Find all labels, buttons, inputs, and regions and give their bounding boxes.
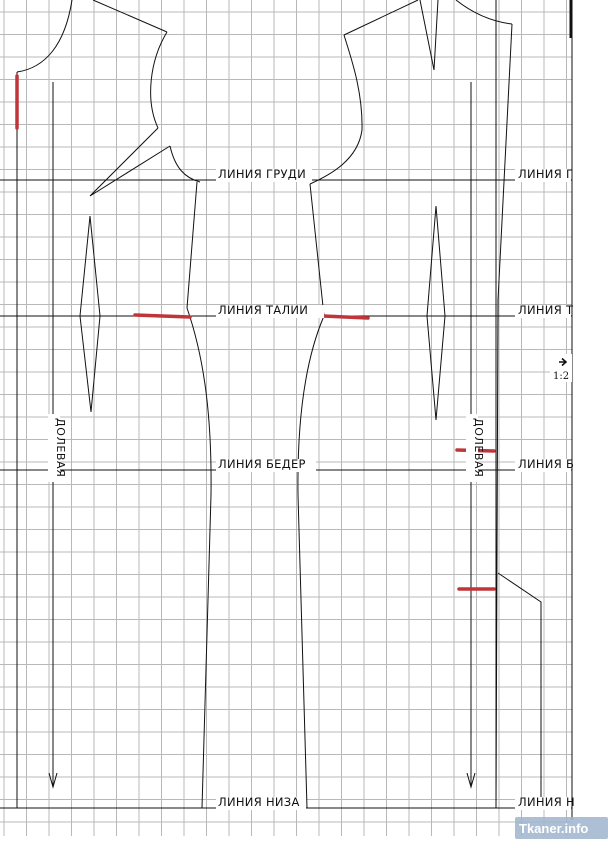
- red-mark-waist-front: [323, 316, 368, 318]
- scale-label: 1:2: [553, 371, 570, 382]
- front-waist-dart: [427, 206, 445, 420]
- front-slit: [498, 573, 541, 808]
- bust-line-label-cut: ЛИНИЯ Г: [518, 167, 574, 181]
- back-shoulder-dart: [90, 128, 170, 196]
- back-shoulder: [93, 0, 167, 32]
- waist-line-label: ЛИНИЯ ТАЛИИ: [218, 303, 309, 317]
- front-center-seam: [496, 24, 512, 808]
- front-side-seam: [298, 184, 324, 808]
- back-side-seam: [187, 182, 211, 808]
- red-mark-waist-back: [135, 315, 190, 317]
- hem-line-label: ЛИНИЯ НИЗА: [218, 795, 300, 809]
- hip-line-label: ЛИНИЯ БЕДЕР: [218, 457, 306, 471]
- scale-mark: [550, 354, 572, 382]
- bust-line-label: ЛИНИЯ ГРУДИ: [218, 167, 306, 181]
- back-waist-dart: [80, 216, 100, 412]
- hip-line-label-cut: ЛИНИЯ Б: [518, 457, 575, 471]
- front-grain-label: ДОЛЕВАЯ: [472, 418, 485, 478]
- red-marks: [17, 76, 494, 589]
- back-grain-label: ДОЛЕВАЯ: [54, 418, 67, 478]
- front-shoulder: [344, 0, 418, 35]
- grain-arrows: [49, 82, 475, 787]
- back-armhole-lower: [170, 146, 200, 182]
- waist-line-label-cut: ЛИНИЯ Т: [518, 303, 574, 317]
- watermark-text: Tkaner.info: [519, 821, 589, 836]
- back-neckline: [17, 0, 72, 72]
- hem-line-label-cut: ЛИНИЯ Н: [518, 795, 575, 809]
- watermark: [515, 817, 608, 839]
